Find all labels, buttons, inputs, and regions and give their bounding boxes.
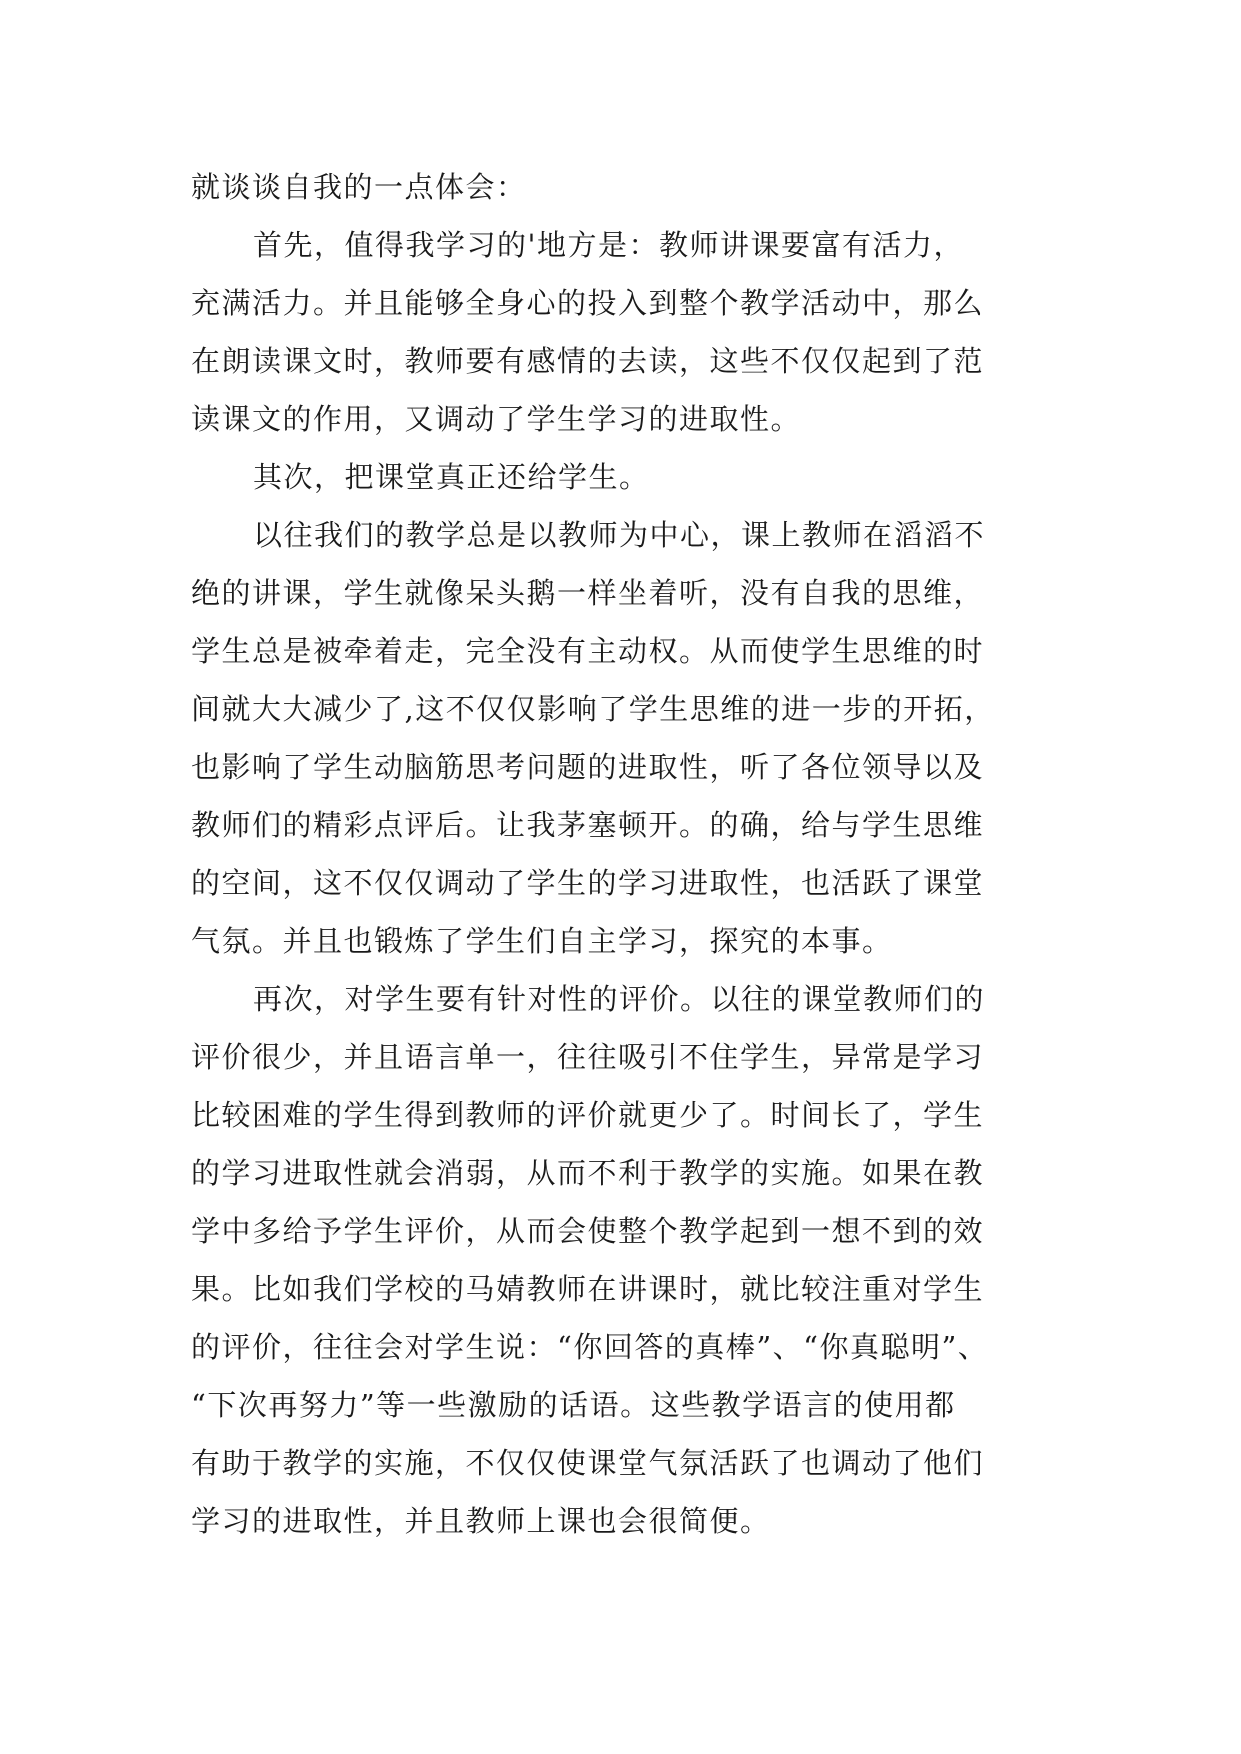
- document-body: [191, 158, 1049, 1550]
- text-line: 以往我们的教学总是以教师为中心，课上教师在滔滔不: [253, 518, 986, 552]
- text-line: 再次，对学生要有针对性的评价。以往的课堂教师们的: [253, 982, 986, 1016]
- text-line: 评价很少，并且语言单一，往往吸引不住学生，异常是学习: [191, 1040, 985, 1074]
- text-line: 首先，值得我学习的'地方是：教师讲课要富有活力，: [253, 228, 964, 262]
- text-line: 气氛。并且也锻炼了学生们自主学习，探究的本事。: [191, 924, 893, 958]
- text-line: 教师们的精彩点评后。让我茅塞顿开。的确，给与学生思维: [191, 808, 985, 842]
- text-line: 学中多给予学生评价，从而会使整个教学起到一想不到的效: [191, 1214, 985, 1248]
- text-line: 充满活力。并且能够全身心的投入到整个教学活动中，那么: [191, 286, 985, 320]
- text-line: 学习的进取性，并且教师上课也会很简便。: [191, 1504, 771, 1538]
- text-line: 也影响了学生动脑筋思考问题的进取性，听了各位领导以及: [191, 750, 985, 784]
- text-line: 的空间，这不仅仅调动了学生的学习进取性，也活跃了课堂: [191, 866, 985, 900]
- text-line: 间就大大减少了,这不仅仅影响了学生思维的进一步的开拓，: [191, 692, 995, 726]
- text-line: “下次再努力”等一些激励的话语。这些教学语言的使用都: [191, 1388, 956, 1422]
- text-line: 读课文的作用，又调动了学生学习的进取性。: [191, 402, 802, 436]
- text-line: 其次，把课堂真正还给学生。: [253, 460, 650, 494]
- text-line: 有助于教学的实施，不仅仅使课堂气氛活跃了也调动了他们: [191, 1446, 985, 1480]
- text-line: 的评价，往往会对学生说：“你回答的真棒”、“你真聪明”、: [191, 1330, 989, 1364]
- text-line: 在朗读课文时，教师要有感情的去读，这些不仅仅起到了范: [191, 344, 985, 378]
- text-line: 学生总是被牵着走，完全没有主动权。从而使学生思维的时: [191, 634, 985, 668]
- text-line: 果。比如我们学校的马婧教师在讲课时，就比较注重对学生: [191, 1272, 985, 1306]
- text-line: 绝的讲课，学生就像呆头鹅一样坐着听，没有自我的思维，: [191, 576, 985, 610]
- text-line: 比较困难的学生得到教师的评价就更少了。时间长了，学生: [191, 1098, 985, 1132]
- text-line: 的学习进取性就会消弱，从而不利于教学的实施。如果在教: [191, 1156, 985, 1190]
- text-line: 就谈谈自我的一点体会：: [191, 170, 527, 204]
